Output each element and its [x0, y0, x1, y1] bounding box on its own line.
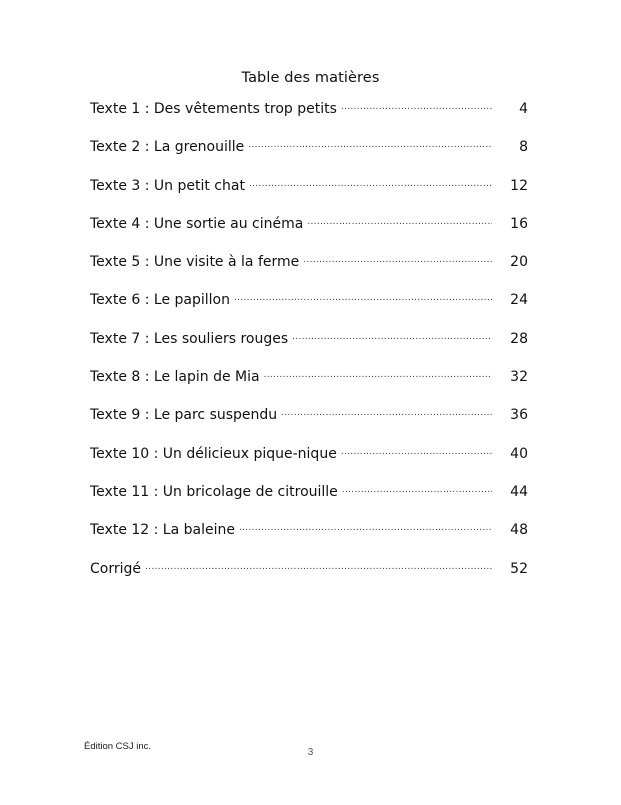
toc-entry-label: Texte 8 : Le lapin de Mia [90, 369, 260, 386]
toc-entry [90, 369, 530, 407]
table-of-contents [90, 101, 530, 599]
toc-entry-label: Texte 6 : Le papillon [90, 292, 230, 309]
toc-entry-label: Texte 11 : Un bricolage de citrouille [90, 483, 338, 500]
toc-dot-leader [341, 447, 492, 457]
toc-dot-leader [145, 562, 492, 572]
toc-entry [90, 292, 530, 330]
toc-entry-page: 20 [510, 254, 528, 271]
toc-entry-page: 36 [510, 407, 528, 424]
toc-entry-label: Texte 1 : Des vêtements trop petits [90, 101, 337, 117]
toc-entry-page: 8 [519, 139, 528, 156]
toc-entry [90, 446, 530, 484]
toc-title: Table des matières [241, 70, 380, 86]
toc-dot-leader [234, 293, 492, 303]
toc-entry-page: 12 [510, 177, 528, 194]
toc-dot-leader [264, 370, 492, 380]
toc-dot-leader [249, 179, 492, 189]
toc-entry-label: Texte 12 : La baleine [90, 522, 235, 539]
toc-dot-leader [239, 523, 492, 533]
toc-dot-leader [341, 102, 492, 112]
toc-entry-label: Texte 10 : Un délicieux pique-nique [90, 445, 337, 462]
toc-dot-leader [303, 255, 492, 265]
toc-dot-leader [307, 217, 492, 227]
toc-entry [90, 484, 530, 522]
toc-entry-page: 48 [510, 522, 528, 539]
toc-dot-leader [342, 485, 492, 495]
toc-entry-label: Texte 3 : Un petit chat [90, 177, 245, 194]
toc-entry [90, 407, 530, 445]
toc-dot-leader [281, 408, 492, 418]
toc-entry-page: 44 [510, 483, 528, 500]
toc-entry [90, 101, 530, 139]
toc-entry-page: 24 [510, 292, 528, 309]
toc-entry-label: Texte 7 : Les souliers rouges [90, 330, 289, 347]
toc-entry [90, 254, 530, 292]
toc-entry [90, 139, 530, 177]
footer-page-number: 3 [307, 747, 314, 758]
toc-entry-label: Corrigé [90, 560, 141, 577]
toc-entry-page: 4 [519, 101, 528, 117]
toc-entry [90, 178, 530, 216]
toc-entry-label: Texte 9 : Le parc suspendu [90, 407, 278, 424]
toc-entry-label: Texte 5 : Une visite à la ferme [90, 254, 300, 271]
toc-entry [90, 522, 530, 560]
toc-entry [90, 216, 530, 254]
toc-dot-leader [248, 140, 492, 150]
toc-entry-label: Texte 2 : La grenouille [90, 139, 245, 156]
toc-entry-page: 28 [510, 330, 528, 347]
toc-entry-page: 32 [510, 369, 528, 386]
toc-dot-leader [292, 332, 492, 342]
toc-entry-page: 52 [510, 560, 528, 577]
toc-entry-page: 40 [510, 445, 528, 462]
toc-entry-label: Texte 4 : Une sortie au cinéma [90, 215, 304, 232]
toc-entry [90, 561, 530, 599]
toc-entry [90, 331, 530, 369]
footer-edition: Édition CSJ inc. [84, 741, 152, 752]
toc-entry-page: 16 [510, 215, 528, 232]
